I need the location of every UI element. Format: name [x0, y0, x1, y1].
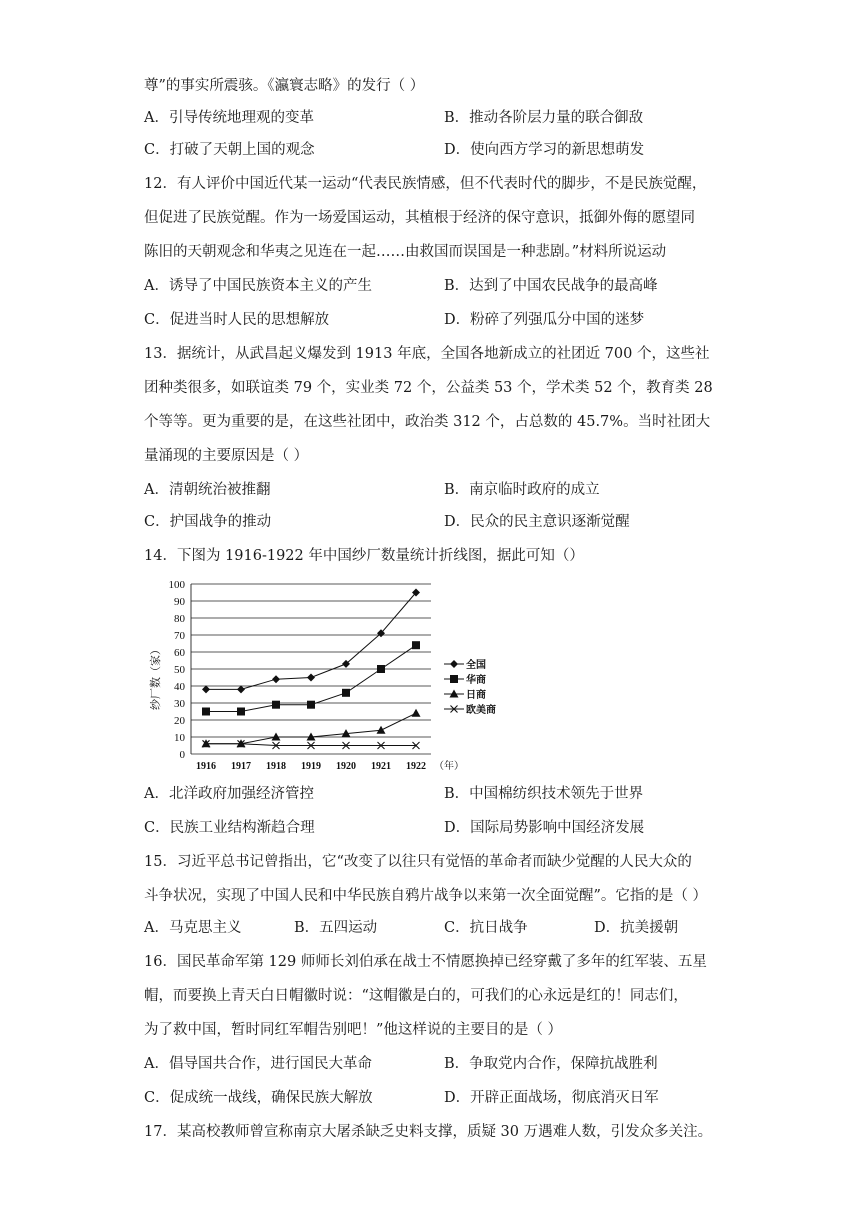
x-tick-label: 1917: [231, 761, 251, 772]
q13-line-1: 13．据统计，从武昌起义爆发到 1913 年底，全国各地新成立的社团近 700 个，这些社: [144, 346, 710, 362]
q15-line-1: 15．习近平总书记曾指出，它“改变了以往只有觉悟的革命者而缺少觉醒的人民大众的: [144, 854, 692, 870]
x-tick-label: 1919: [301, 761, 321, 772]
q16-option-c: C．促成统一战线，确保民族大解放: [144, 1090, 373, 1106]
q15-option-a: A．马克思主义: [144, 920, 242, 936]
q14-option-b: B．中国棉纺织技术领先于世界: [444, 786, 644, 802]
q16-option-d: D．开辟正面战场，彻底消灭日军: [444, 1090, 659, 1106]
y-tick-label: 50: [174, 664, 185, 676]
q14-option-a: A．北洋政府加强经济管控: [144, 786, 314, 802]
data-point-diamond: [237, 685, 245, 693]
q15-option-b: B．五四运动: [294, 920, 378, 936]
q15-line-2: 斗争状况，实现了中国人民和中华民族自鸦片战争以来第一次全面觉醒”。它指的是（ ）: [144, 888, 708, 904]
data-point-triangle: [377, 726, 386, 734]
data-point-triangle: [412, 709, 421, 717]
q16-option-a: A．倡导国共合作，进行国民大革命: [144, 1056, 372, 1072]
q14-option-d: D．国际局势影响中国经济发展: [444, 820, 645, 836]
q12-option-c: C．促进当时人民的思想解放: [144, 312, 330, 328]
q13-line-3: 个等等。更为重要的是，在这些社团中，政治类 312 个，占总数的 45.7%。当时社团大: [144, 414, 711, 430]
x-axis-label: （年）: [434, 761, 464, 772]
q16-option-b: B．争取党内合作，保障抗战胜利: [444, 1056, 658, 1072]
q13-option-a: A．清朝统治被推翻: [144, 482, 271, 498]
q13-option-d: D．民众的民主意识逐渐觉醒: [444, 514, 630, 530]
q16-line-1: 16．国民革命军第 129 师师长刘伯承在战士不情愿换掉已经穿戴了多年的红军装、五星: [144, 954, 707, 970]
data-point-square: [202, 708, 210, 716]
q14-stem: 14．下图为 1916-1922 年中国纱厂数量统计折线图，据此可知（）: [144, 548, 584, 564]
q17-line-1: 17．某高校教师曾宣称南京大屠杀缺乏史料支撑，质疑 30 万遇难人数，引发众多关注。: [144, 1124, 713, 1140]
q15-option-c: C．抗日战争: [444, 920, 528, 936]
x-tick-label: 1921: [371, 761, 391, 772]
data-point-square: [237, 708, 245, 716]
y-axis-label: 纱厂数（家）: [150, 644, 162, 710]
x-tick-label: 1918: [266, 761, 286, 772]
q12-line-2: 但促进了民族觉醒。作为一场爱国运动，其植根于经济的保守意识，抵御外侮的愿望同: [144, 210, 695, 226]
q12-option-b: B．达到了中国农民战争的最高峰: [444, 278, 658, 294]
q12-line-1: 12．有人评价中国近代某一运动“代表民族情感，但不代表时代的脚步，不是民族觉醒，: [144, 176, 707, 192]
y-tick-label: 100: [168, 579, 185, 591]
data-point-square: [307, 701, 315, 709]
q11-option-b: B．推动各阶层力量的联合御敌: [444, 110, 644, 126]
data-point-square: [377, 665, 385, 673]
legend-label: 华商: [466, 675, 486, 686]
legend-label: 欧美商: [466, 705, 496, 716]
y-tick-label: 0: [179, 749, 185, 761]
q11-option-d: D．使向西方学习的新思想萌发: [444, 142, 645, 158]
y-tick-label: 20: [174, 715, 185, 727]
data-point-square: [272, 701, 280, 709]
y-tick-label: 80: [174, 613, 185, 625]
q11-option-c: C．打破了天朝上国的观念: [144, 142, 315, 158]
q11-stem-tail: 尊”的事实所震骇。《瀛寰志略》的发行（ ）: [144, 78, 425, 94]
legend-label: 全国: [466, 660, 486, 671]
y-tick-label: 40: [174, 681, 185, 693]
data-point-diamond: [307, 674, 315, 682]
spinning-mills-line-chart: [144, 572, 504, 777]
data-point-diamond: [202, 685, 210, 693]
y-tick-label: 90: [174, 596, 185, 608]
q13-option-c: C．护国战争的推动: [144, 514, 272, 530]
q11-option-a: A．引导传统地理观的变革: [144, 110, 314, 126]
data-point-square: [342, 689, 350, 697]
x-tick-label: 1922: [406, 761, 426, 772]
q12-option-d: D．粉碎了列强瓜分中国的迷梦: [444, 312, 645, 328]
q13-line-4: 量涌现的主要原因是（ ）: [144, 448, 309, 464]
data-point-diamond: [272, 675, 280, 683]
q12-line-3: 陈旧的天朝观念和华夷之见连在一起……由救国而误国是一种悲剧。”材料所说运动: [144, 244, 667, 260]
q14-option-c: C．民族工业结构渐趋合理: [144, 820, 315, 836]
y-tick-label: 70: [174, 630, 185, 642]
q15-option-d: D．抗美援朝: [594, 920, 679, 936]
y-tick-label: 10: [174, 732, 185, 744]
q16-line-2: 帽，而要换上青天白日帽徽时说：“这帽徽是白的，可我们的心永远是红的！同志们，: [144, 988, 688, 1004]
q16-line-3: 为了救中国，暂时同红军帽告别吧！”他这样说的主要目的是（ ）: [144, 1022, 563, 1038]
x-tick-label: 1920: [336, 761, 356, 772]
y-tick-label: 30: [174, 698, 185, 710]
data-point-square: [412, 641, 420, 649]
q13-line-2: 团种类很多，如联谊类 79 个，实业类 72 个，公益类 53 个，学术类 52 个，教育类 28: [144, 380, 713, 396]
x-tick-label: 1916: [196, 761, 216, 772]
q13-option-b: B．南京临时政府的成立: [444, 482, 600, 498]
legend-label: 日商: [466, 690, 486, 701]
y-tick-label: 60: [174, 647, 185, 659]
legend-marker-square: [450, 675, 458, 683]
q12-option-a: A．诱导了中国民族资本主义的产生: [144, 278, 372, 294]
legend-marker-diamond: [450, 660, 458, 668]
